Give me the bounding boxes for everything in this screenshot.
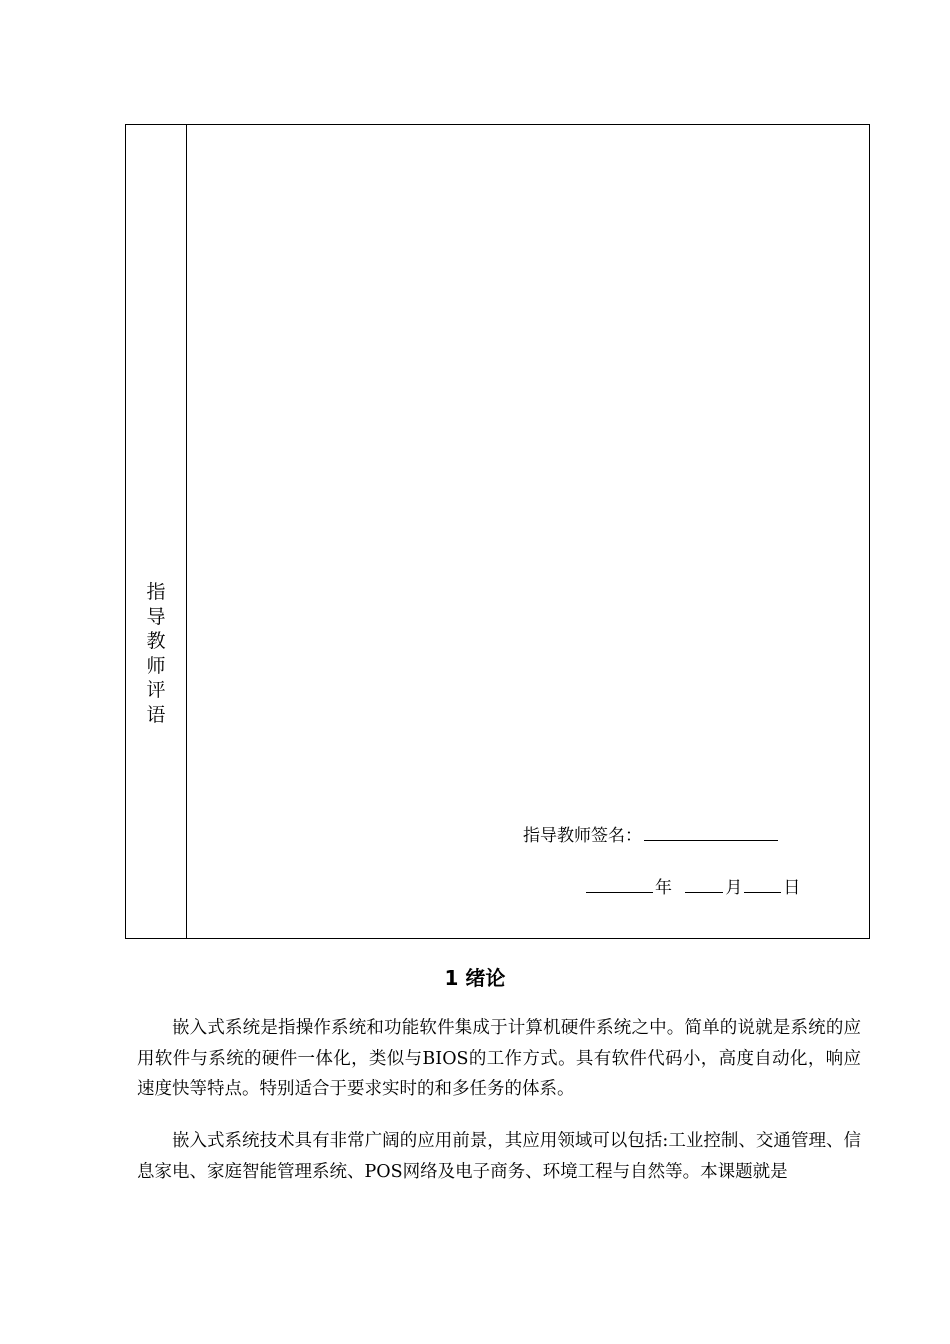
signature-line <box>523 821 778 846</box>
month-label: 月 <box>725 878 743 898</box>
body-paragraph: 嵌入式系统技术具有非常广阔的应用前景，其应用领域可以包括:工业控制、交通管理、信息家电、家庭智能管理系统、POS网络及电子商务、环境工程与自然等。本课题就是 <box>137 1131 861 1182</box>
month-blank[interactable] <box>685 878 723 893</box>
advisor-comment-label: 指导教师评语 <box>146 581 166 726</box>
date-line <box>586 873 802 898</box>
signature-blank[interactable] <box>644 826 778 841</box>
day-blank[interactable] <box>744 878 781 893</box>
advisor-comment-table <box>125 124 870 939</box>
signature-label: 指导教师签名： <box>523 826 642 846</box>
year-blank[interactable] <box>586 878 653 893</box>
day-label: 日 <box>783 878 801 898</box>
body-paragraph: 嵌入式系统是指操作系统和功能软件集成于计算机硬件系统之中。简单的说就是系统的应用软件与系统的硬件一体化，类似与BIOS的工作方式。具有软件代码小，高度自动化，响应速度快等特点。特别适合于要求实时的和多任务的体系。 <box>137 1018 861 1099</box>
year-label: 年 <box>655 878 672 898</box>
section-heading: 1 绪论 <box>444 966 506 990</box>
label-column <box>126 125 187 938</box>
